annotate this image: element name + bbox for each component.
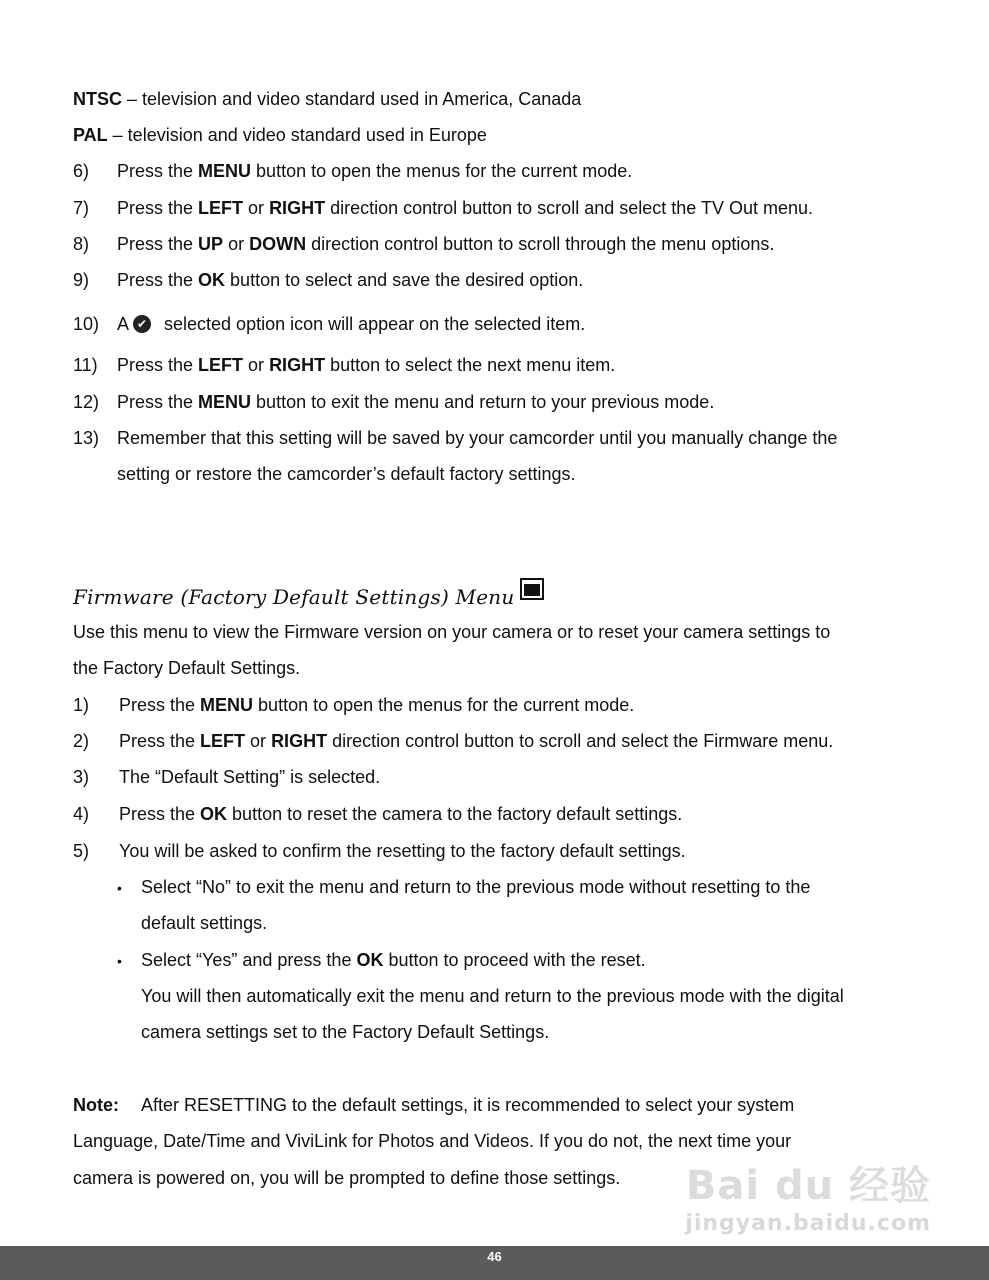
bullet-no: • Select “No” to exit the menu and return to the previous mode without resetting to the xyxy=(117,877,811,897)
intro-line-2: the Factory Default Settings. xyxy=(73,658,301,678)
step-6: 6) Press the MENU button to open the menus for the current mode. xyxy=(73,161,633,181)
intro-line-1: Use this menu to view the Firmware version on your camera or to reset your camera settings to xyxy=(73,622,831,642)
ntsc-definition: NTSC – television and video standard used in America, Canada xyxy=(73,89,582,109)
firmware-icon xyxy=(520,578,544,600)
bullet-yes: • Select “Yes” and press the OK button to proceed with the reset. xyxy=(117,950,646,970)
bullet-dot: • xyxy=(117,880,122,896)
step-12: 12) Press the MENU button to exit the menu and return to your previous mode. xyxy=(73,392,715,412)
fw-step-1: 1) Press the MENU button to open the menus for the current mode. xyxy=(73,695,635,715)
bullet-no-continuation: default settings. xyxy=(141,913,268,933)
step-13-continuation: setting or restore the camcorder’s default factory settings. xyxy=(117,464,576,484)
section-heading: Firmware (Factory Default Settings) Menu xyxy=(73,578,544,609)
note-line-3: camera is powered on, you will be prompted to define those settings. xyxy=(73,1168,621,1188)
note-line-1: Note: After RESETTING to the default settings, it is recommended to select your system xyxy=(73,1095,795,1115)
fw-step-4: 4) Press the OK button to reset the camera to the factory default settings. xyxy=(73,804,683,824)
step-9: 9) Press the OK button to select and save the desired option. xyxy=(73,270,584,290)
check-icon: ✔ xyxy=(133,315,151,333)
watermark: Bai du 经验 jingyan.baidu.com xyxy=(685,1163,931,1236)
page-footer xyxy=(0,1246,989,1280)
pal-definition: PAL – television and video standard used in Europe xyxy=(73,125,487,145)
fw-step-2: 2) Press the LEFT or RIGHT direction control button to scroll and select the Firmware menu. xyxy=(73,731,834,751)
step-11: 11) Press the LEFT or RIGHT button to select the next menu item. xyxy=(73,355,616,375)
bullet-yes-line-3: camera settings set to the Factory Default Settings. xyxy=(141,1022,550,1042)
note-line-2: Language, Date/Time and ViviLink for Photos and Videos. If you do not, the next time your xyxy=(73,1131,792,1151)
bullet-yes-line-2: You will then automatically exit the menu and return to the previous mode with the digital xyxy=(141,986,844,1006)
bullet-dot: • xyxy=(117,953,122,969)
step-10: 10) A ✔ selected option icon will appear on the selected item. xyxy=(73,314,586,334)
step-7: 7) Press the LEFT or RIGHT direction control button to scroll and select the TV Out menu. xyxy=(73,198,813,218)
step-13: 13) Remember that this setting will be saved by your camcorder until you manually change the xyxy=(73,428,838,448)
page-number: 46 xyxy=(487,1249,502,1264)
fw-step-5: 5) You will be asked to confirm the resetting to the factory default settings. xyxy=(73,841,686,861)
fw-step-3: 3) The “Default Setting” is selected. xyxy=(73,767,381,787)
step-8: 8) Press the UP or DOWN direction control button to scroll through the menu options. xyxy=(73,234,775,254)
